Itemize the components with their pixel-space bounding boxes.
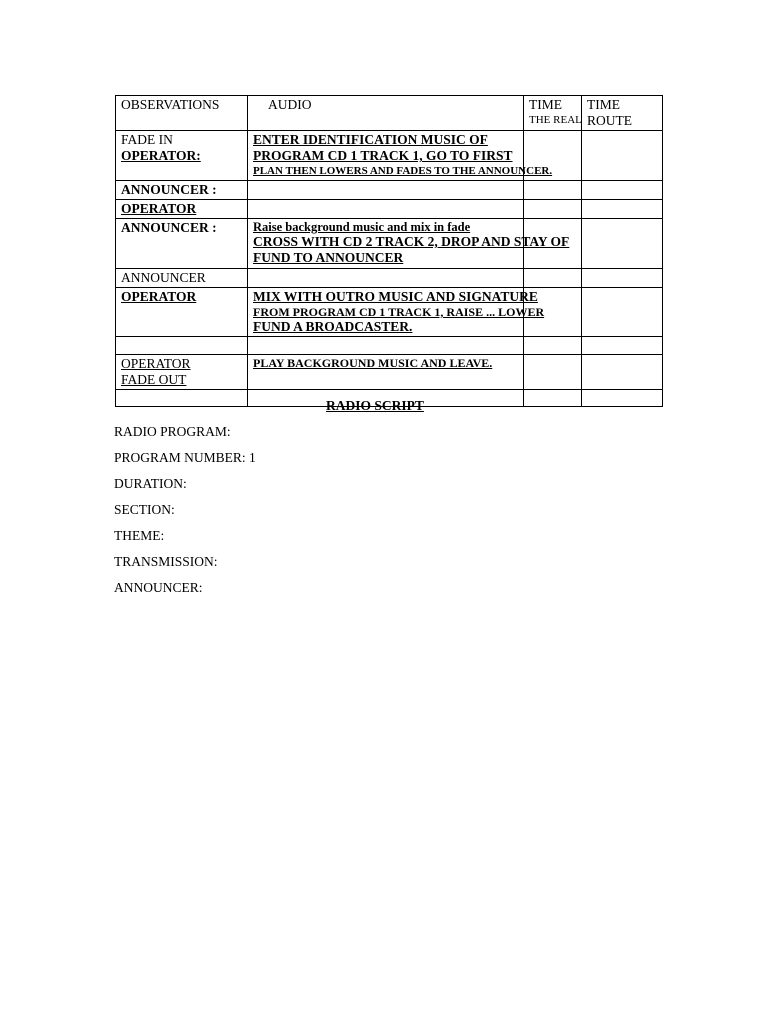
script-table (115, 95, 663, 407)
time-route-cell (582, 390, 663, 407)
audio-cell (248, 269, 524, 288)
time-real-cell (524, 390, 582, 407)
audio-text: FUND A BROADCASTER. (253, 319, 413, 334)
audio-cell (248, 288, 545, 337)
header-time-route (582, 96, 663, 131)
header-time-route-top: TIME (587, 97, 620, 112)
audio-cell (248, 200, 524, 219)
obs-text: OPERATOR (121, 201, 197, 216)
audio-cell (248, 355, 524, 390)
field-radio-program: RADIO PROGRAM: (114, 424, 231, 439)
obs-cell (116, 337, 248, 355)
time-real-cell (524, 269, 582, 288)
table-row (116, 269, 663, 288)
table-row (116, 219, 663, 269)
obs-cell (116, 288, 248, 337)
obs-text: ANNOUNCER : (121, 220, 217, 235)
time-route-cell (582, 181, 663, 200)
audio-text: FUND TO ANNOUNCER (253, 250, 404, 265)
table-header-row (116, 96, 663, 131)
time-route-cell (582, 200, 663, 219)
audio-cell (248, 181, 524, 200)
time-route-cell (582, 131, 663, 181)
obs-cell (116, 219, 248, 269)
time-real-cell (524, 337, 582, 355)
audio-text: CROSS WITH CD 2 TRACK 2, DROP AND STAY OF (253, 234, 570, 249)
audio-text: PROGRAM CD 1 TRACK 1, GO TO FIRST (253, 148, 513, 163)
audio-text: PLAY BACKGROUND MUSIC AND LEAVE. (253, 356, 493, 370)
field-announcer: ANNOUNCER: (114, 580, 203, 595)
time-route-cell (582, 219, 663, 269)
obs-cell (116, 390, 248, 407)
field-transmission: TRANSMISSION: (114, 554, 218, 569)
time-real-cell (524, 355, 582, 390)
obs-text: OPERATOR: (121, 148, 201, 163)
field-program-number: PROGRAM NUMBER: 1 (114, 450, 256, 465)
obs-text: ANNOUNCER (121, 270, 206, 285)
audio-cell (248, 337, 524, 355)
table-row (116, 288, 663, 337)
time-real-cell (524, 200, 582, 219)
document-title-text: RADIO SCRIPT (326, 398, 424, 413)
audio-text: MIX WITH OUTRO MUSIC AND SIGNATURE (253, 289, 538, 304)
table-row (116, 181, 663, 200)
obs-text: OPERATOR (121, 356, 191, 371)
audio-cell (248, 219, 570, 269)
field-duration: DURATION: (114, 476, 187, 491)
audio-cell (248, 131, 553, 181)
obs-text: FADE OUT (121, 372, 187, 387)
audio-text: ENTER IDENTIFICATION MUSIC OF (253, 132, 488, 147)
obs-cell (116, 131, 248, 181)
header-time-real (524, 96, 582, 131)
obs-cell (116, 355, 248, 390)
obs-text: OPERATOR (121, 289, 197, 304)
table-row (116, 337, 663, 355)
obs-cell (116, 200, 248, 219)
field-theme: THEME: (114, 528, 165, 543)
audio-text: FROM PROGRAM CD 1 TRACK 1, RAISE ... LOWER (253, 305, 545, 319)
obs-text: ANNOUNCER : (121, 182, 217, 197)
header-time-real-bottom: THE REAL (529, 114, 582, 126)
time-route-cell (582, 288, 663, 337)
time-route-cell (582, 355, 663, 390)
header-audio: AUDIO (248, 96, 524, 131)
time-route-cell (582, 337, 663, 355)
obs-text: FADE IN (121, 132, 173, 147)
time-route-cell (582, 269, 663, 288)
obs-cell (116, 269, 248, 288)
header-time-real-top: TIME (529, 97, 562, 112)
header-observations: OBSERVATIONS (116, 96, 248, 131)
table-row (116, 355, 663, 390)
audio-text: Raise background music and mix in fade (253, 220, 471, 234)
audio-text: PLAN THEN LOWERS AND FADES TO THE ANNOUNCER. (253, 165, 553, 177)
time-real-cell (524, 181, 582, 200)
table-row (116, 200, 663, 219)
header-time-route-bottom: ROUTE (587, 113, 632, 128)
obs-cell (116, 181, 248, 200)
document-title (326, 398, 446, 414)
table-row (116, 131, 663, 181)
field-section: SECTION: (114, 502, 175, 517)
